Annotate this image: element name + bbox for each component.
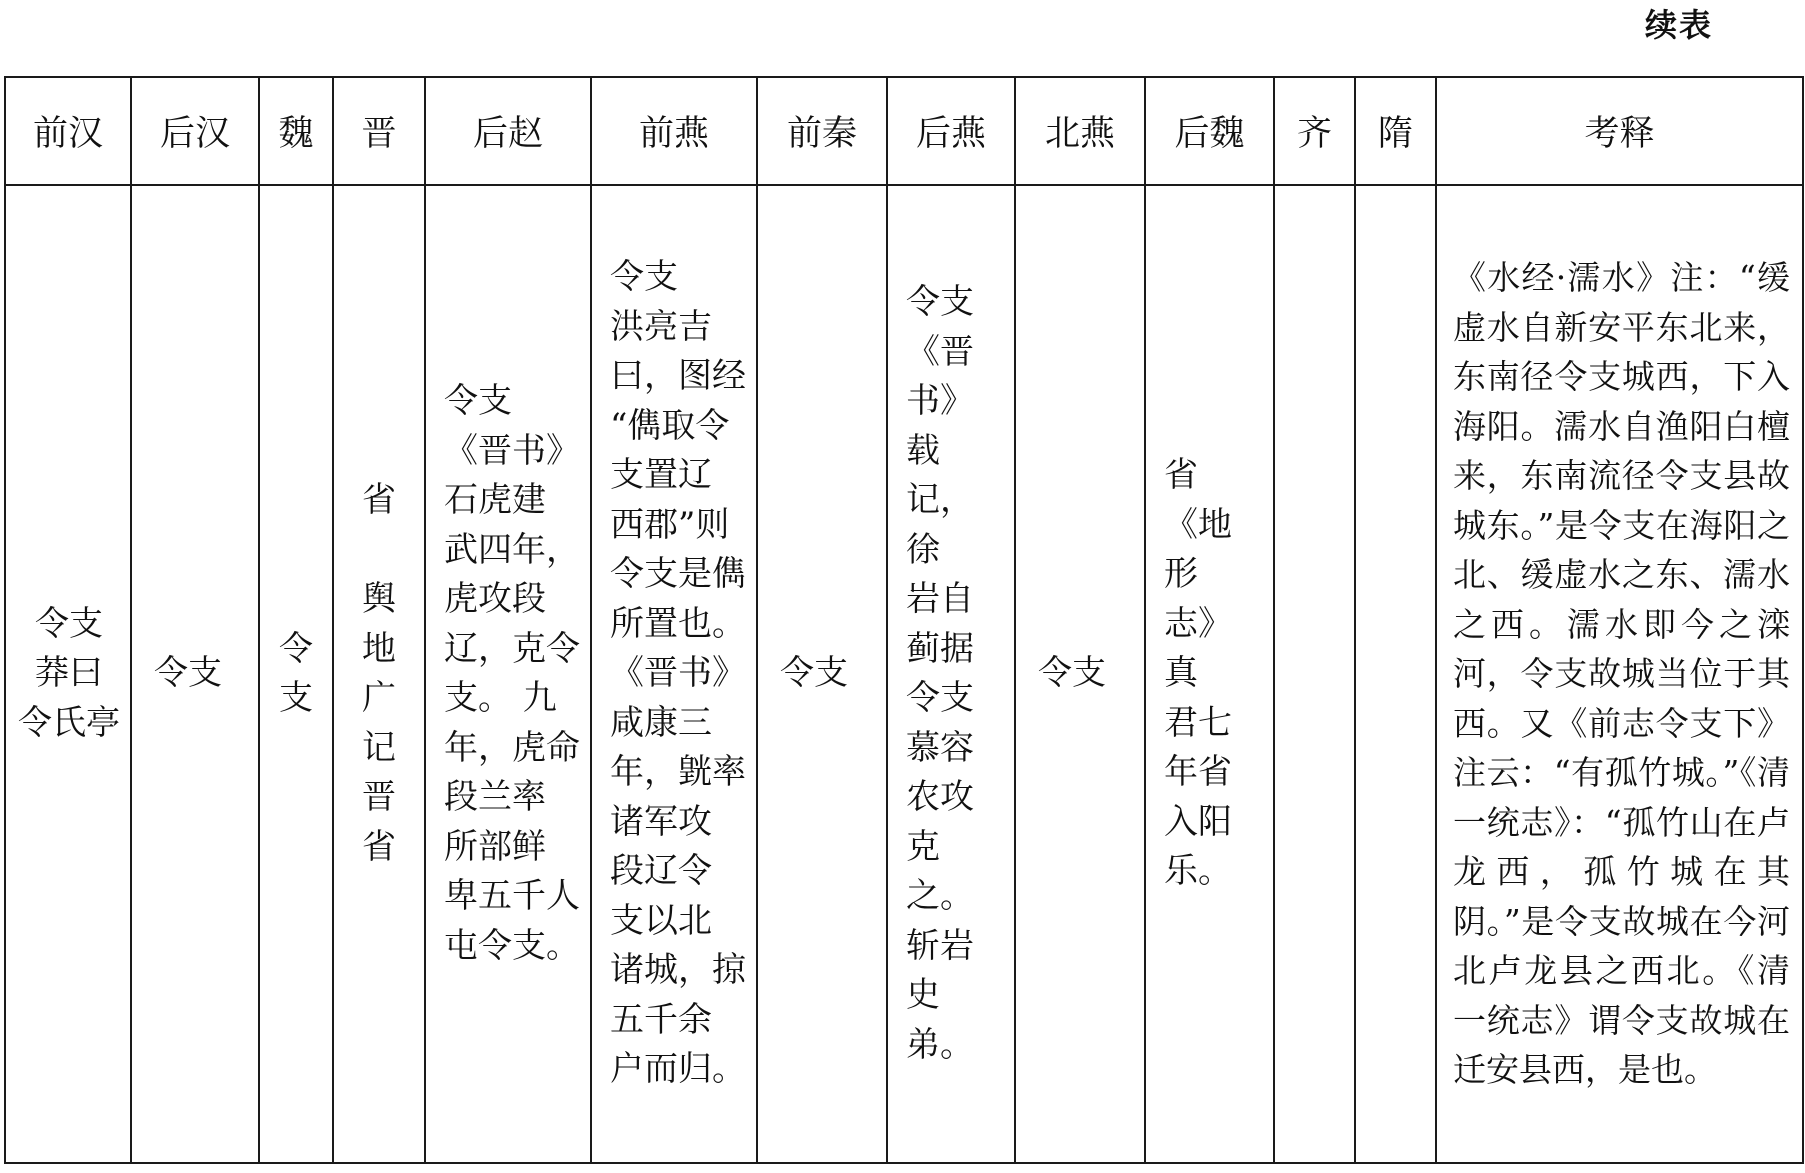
header-houwei: 后魏 bbox=[1145, 77, 1274, 185]
cell-wei bbox=[259, 185, 333, 1163]
cell-text-wei: 令 支 bbox=[279, 628, 313, 718]
cell-text-houzhao: 令支 《晋书》 石虎建 武四年， 虎攻段 辽，克令 支。 九 年，虎命 段兰率 所部鲜 卑五千人 屯令支。 bbox=[444, 381, 580, 966]
header-qianyan: 前燕 bbox=[591, 77, 757, 185]
cell-qianqin bbox=[757, 185, 887, 1163]
header-jin: 晋 bbox=[333, 77, 425, 185]
cell-commentary bbox=[1436, 185, 1803, 1163]
table-row bbox=[5, 185, 1803, 1163]
cell-qi bbox=[1274, 185, 1355, 1163]
cell-text-beiyan: 令支 bbox=[1038, 653, 1106, 694]
header-qianhan: 前汉 bbox=[5, 77, 131, 185]
cell-houhan bbox=[131, 185, 259, 1163]
cell-text-houwei: 省 《地形 志》真 君七 年省 入阳 乐。 bbox=[1164, 455, 1232, 892]
cell-houwei bbox=[1145, 185, 1274, 1163]
header-beiyan: 北燕 bbox=[1015, 77, 1145, 185]
cell-text-houhan: 令支 bbox=[154, 653, 222, 694]
cell-text-qianqin: 令支 bbox=[780, 653, 848, 694]
header-qi: 齐 bbox=[1274, 77, 1355, 185]
cell-text-qianhan: 令支 莽曰 令氏亭 bbox=[18, 603, 120, 743]
header-sui: 隋 bbox=[1355, 77, 1436, 185]
continued-table-label: 续表 bbox=[1644, 6, 1713, 44]
header-qianqin: 前秦 bbox=[757, 77, 887, 185]
dynasty-place-name-table bbox=[4, 76, 1804, 1164]
cell-text-qianyan: 令支 洪亮吉 曰，图经 “儁取令 支置辽 西郡”则 令支是儁 所置也。 《晋书》 咸康三 年，皝率 诸军攻 段辽令 支以北 诸城，掠 五千余 户而归。 bbox=[610, 257, 746, 1090]
header-houhan: 后汉 bbox=[131, 77, 259, 185]
header-houzhao: 后赵 bbox=[425, 77, 591, 185]
cell-text-commentary: 《水经·濡水》注：“缓虚水自新安平东北来，东南径令支城西，下入海阳。濡水自渔阳白檀来，东南流径令支县故城东。”是令支在海阳之北、缓虚水之东、濡水之西。濡水即今之滦河，令支故城当位于其西。又《前志令支下》注云：“有孤竹城。”《清一统志》：“孤竹山在卢龙西，孤竹城在其阴。”是令支故城在今河北卢龙县之西北。《清一统志》谓令支故城在迁安县西，是也。 bbox=[1453, 258, 1790, 1090]
cell-beiyan bbox=[1015, 185, 1145, 1163]
header-row bbox=[5, 77, 1803, 185]
cell-houyan bbox=[887, 185, 1015, 1163]
cell-text-houyan: 令支 《晋 书》载 记，徐 岩自 蓟据 令支 慕容 农攻 克之。 斩岩 史弟。 bbox=[906, 282, 974, 1065]
header-commentary: 考释 bbox=[1436, 77, 1803, 185]
cell-qianhan bbox=[5, 185, 131, 1163]
header-wei: 魏 bbox=[259, 77, 333, 185]
cell-sui bbox=[1355, 185, 1436, 1163]
cell-text-jin: 省 舆 地 广 记 晋 省 bbox=[362, 480, 396, 867]
cell-houzhao bbox=[425, 185, 591, 1163]
header-houyan: 后燕 bbox=[887, 77, 1015, 185]
cell-qianyan bbox=[591, 185, 757, 1163]
cell-jin bbox=[333, 185, 425, 1163]
